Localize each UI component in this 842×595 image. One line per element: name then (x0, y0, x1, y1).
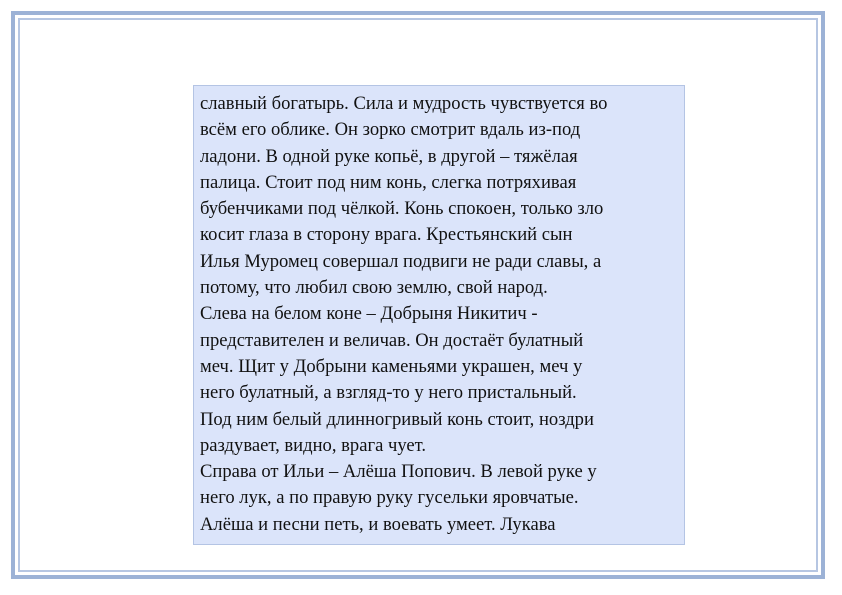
text-line: Под ним белый длинногривый конь стоит, ноздри (200, 408, 594, 430)
text-line: Справа от Ильи – Алёша Попович. В левой руке у (200, 461, 597, 483)
text-line: Алёша и песни петь, и воевать умеет. Лукава (200, 513, 556, 535)
text-line: Слева на белом коне – Добрыня Никитич - (200, 303, 538, 325)
text-line: меч. Щит у Добрыни каменьями украшен, меч у (200, 355, 583, 377)
text-line: него булатный, а взгляд-то у него пристальный. (200, 382, 577, 404)
text-line: Илья Муромец совершал подвиги не ради славы, а (200, 250, 602, 272)
text-line: потому, что любил свою землю, свой народ. (200, 277, 548, 299)
text-line: ладони. В одной руке копьё, в другой – тяжёлая (200, 145, 578, 167)
text-line: раздувает, видно, врага чует. (200, 434, 427, 456)
text-box (193, 85, 685, 545)
text-line: бубенчиками под чёлкой. Конь спокоен, только зло (200, 198, 604, 220)
text-line: представителен и величав. Он достаёт булатный (200, 329, 584, 351)
text-line: косит глаза в сторону врага. Крестьянский сын (200, 224, 573, 246)
text-line: славный богатырь. Сила и мудрость чувствуется во (200, 93, 608, 114)
text-line: него лук, а по правую руку гусельки яровчатые. (200, 487, 579, 509)
text-line: всём его облике. Он зорко смотрит вдаль из-под (200, 119, 581, 141)
text-line: палица. Стоит под ним конь, слегка потряхивая (200, 171, 577, 193)
